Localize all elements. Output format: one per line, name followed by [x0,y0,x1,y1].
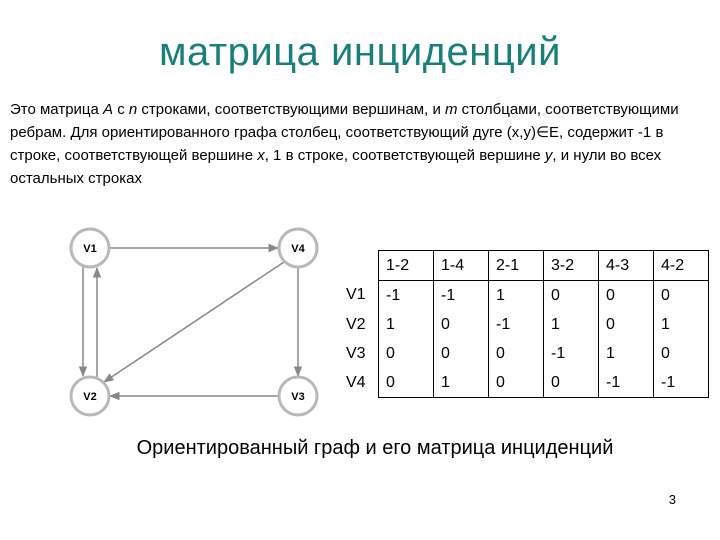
row-header: V4 [346,373,366,391]
matrix-cell: 0 [654,339,709,368]
matrix-row-v1 [346,281,709,311]
node-v2-label: V2 [83,391,97,403]
para-var-n: n [128,101,138,118]
matrix-corner [346,251,379,281]
node-v4 [279,229,317,267]
matrix-cell: -1 [379,281,434,311]
para-text-5: , 1 в строке, соответствующей вершине [264,147,545,164]
column-header: 1-2 [379,251,434,281]
node-v4-label: V4 [291,243,305,255]
para-text-3: строками, соответствующими вершинам, и [137,101,445,118]
definition-paragraph [10,98,710,190]
matrix-cell: -1 [544,339,599,368]
matrix-cell: 0 [489,339,544,368]
matrix-row-v3 [346,339,709,368]
incidence-matrix [346,250,709,398]
node-v2 [71,377,109,415]
para-text-4: столбцами, соответствующими ребрам. Для ориентированного графа столбец, соответствующий дуге (x,y)∈E, содержит -1 в строке, соответствующей вершине [10,101,679,164]
matrix-cell: -1 [489,310,544,339]
column-header: 4-2 [654,251,709,281]
matrix-cell: 1 [379,310,434,339]
node-v1-label: V1 [83,243,97,255]
matrix-cell: 0 [434,339,489,368]
directed-graph [60,220,330,420]
column-header: 2-1 [489,251,544,281]
para-text-2: с [113,101,129,118]
matrix-cell: 0 [544,281,599,311]
column-header: 3-2 [544,251,599,281]
para-text-6: , и нули во всех остальных строках [10,147,662,187]
figure-caption: Ориентированный граф и его матрица инциденций [136,437,614,459]
para-var-a: A [103,101,114,118]
matrix-cell: 1 [434,368,489,398]
matrix-cell: -1 [654,368,709,398]
row-header: V1 [346,286,366,304]
para-var-m: m [445,101,458,118]
matrix-cell: 0 [599,310,654,339]
matrix-cell: 0 [654,281,709,311]
node-v3 [279,377,317,415]
row-header: V3 [346,344,366,362]
matrix-row-v4 [346,368,709,398]
matrix-cell: 1 [654,310,709,339]
slide-title: матрица инциденций [158,30,561,74]
node-v3-label: V3 [291,391,305,403]
matrix-cell: -1 [434,281,489,311]
matrix-cell: -1 [599,368,654,398]
page-number: 3 [668,492,676,507]
para-var-x: x [257,147,265,164]
node-v1 [71,229,109,267]
para-text-1: Это матрица [10,101,104,118]
column-header: 1-4 [434,251,489,281]
matrix-header-row [346,251,709,281]
matrix-cell: 0 [379,368,434,398]
row-header: V2 [346,315,366,333]
matrix-cell: 0 [489,368,544,398]
matrix-row-v2 [346,310,709,339]
matrix-cell: 0 [434,310,489,339]
edge-v4-v2 [104,262,284,382]
matrix-cell: 1 [599,339,654,368]
matrix-cell: 1 [544,310,599,339]
matrix-cell: 0 [379,339,434,368]
para-var-y: y [544,147,553,164]
matrix-cell: 0 [599,281,654,311]
matrix-cell: 0 [544,368,599,398]
column-header: 4-3 [599,251,654,281]
matrix-cell: 1 [489,281,544,311]
